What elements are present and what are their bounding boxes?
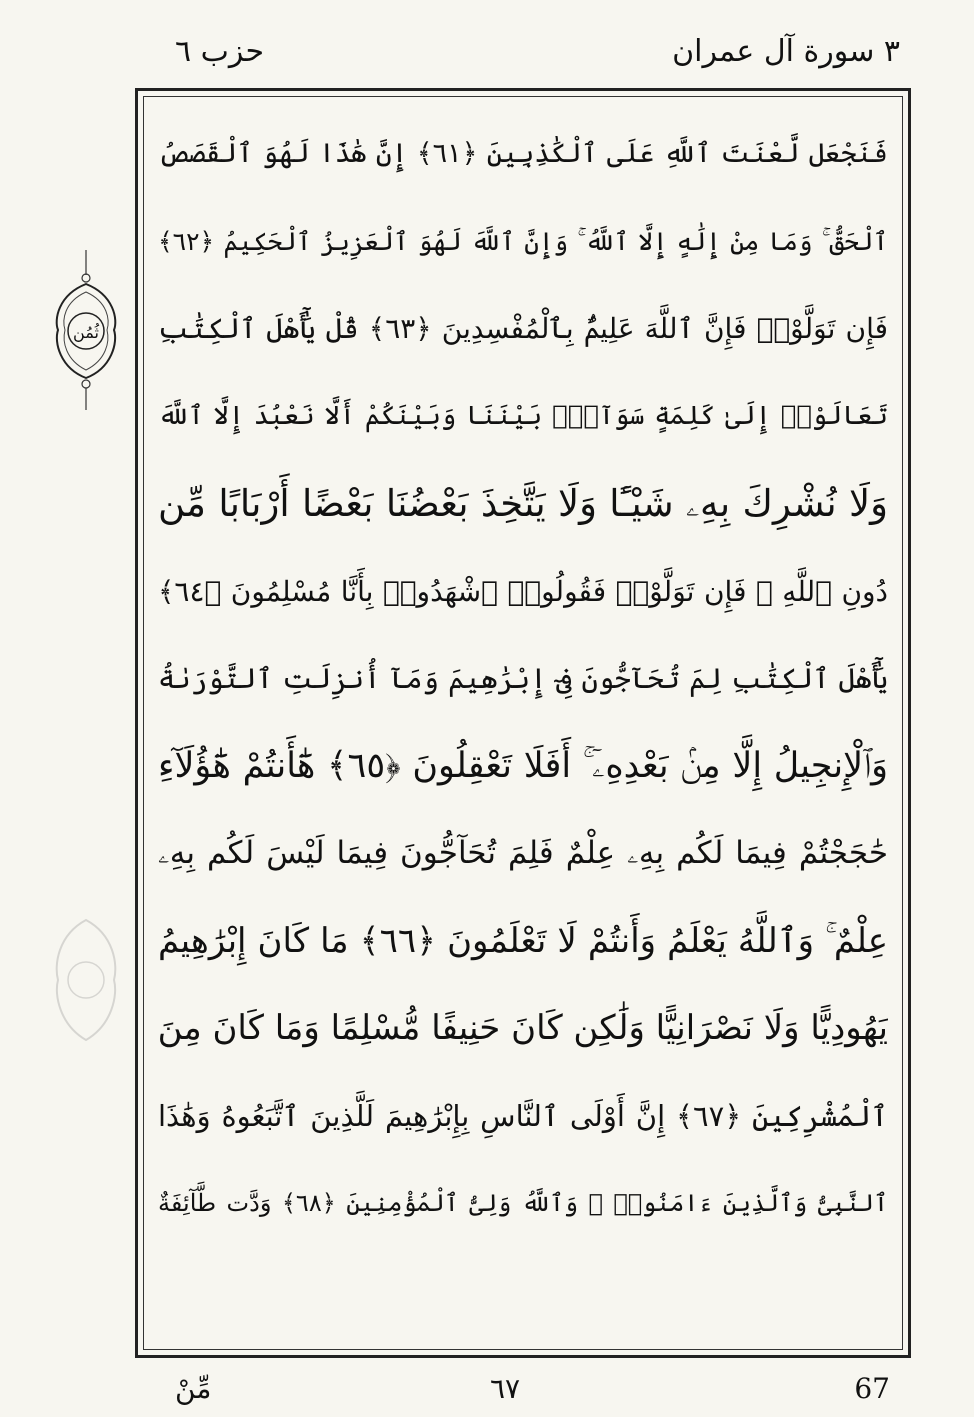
text-line: تَعَالَوْا۟ إِلَىٰ كَلِمَةٍ سَوَآءٍۭ بَيْنَنَا وَبَيْنَكُمْ أَلَّا نَعْبُدَ إِلَّا ٱللَّهَ	[158, 400, 888, 431]
text-line: يَٰٓأَهْلَ ٱلْكِتَٰبِ لِمَ تُحَآجُّونَ فِىٓ إِبْرَٰهِيمَ وَمَآ أُنزِلَتِ ٱلتَّوْرَىٰةُ	[158, 662, 888, 695]
text-line: يَهُودِيًّا وَلَا نَصْرَانِيًّا وَلَٰكِن كَانَ حَنِيفًا مُّسْلِمًا وَمَا كَانَ مِنَ	[158, 1008, 888, 1048]
text-line: فَإِن تَوَلَّوْا۟ فَإِنَّ ٱللَّهَ عَلِيمٌۢ بِٱلْمُفْسِدِينَ ﴿٦٣﴾ قُلْ يَٰٓأَهْلَ ٱلْكِتَٰبِ	[158, 312, 888, 345]
text-line: دُونِ ٱللَّهِ ۚ فَإِن تَوَلَّوْا۟ فَقُولُوا۟ ٱشْهَدُوا۟ بِأَنَّا مُسْلِمُونَ ﴿٦٤﴾	[158, 574, 888, 608]
text-line: ٱلْحَقُّ ۚ وَمَا مِنْ إِلَٰهٍ إِلَّا ٱللَّهُ ۚ وَإِنَّ ٱللَّهَ لَهُوَ ٱلْعَزِيزُ ٱلْحَكِيمُ ﴿٦٢﴾	[158, 226, 888, 256]
surah-title: ٣ سورة آل عمران	[672, 34, 900, 69]
catchword: مِّنْ	[175, 1372, 212, 1405]
svg-text:ثُمُن: ثُمُن	[73, 323, 99, 342]
text-line: فَنَجْعَل لَّعْنَتَ ٱللَّهِ عَلَى ٱلْكَٰذِبِينَ ﴿٦١﴾ إِنَّ هَٰذَا لَهُوَ ٱلْقَصَصُ	[158, 138, 888, 169]
page-footer	[150, 1372, 910, 1412]
text-line: حَٰجَجْتُمْ فِيمَا لَكُم بِهِۦ عِلْمٌ فَلِمَ تُحَآجُّونَ فِيمَا لَيْسَ لَكُم بِهِۦ	[158, 835, 888, 871]
page-number-arabic: ٦٧	[490, 1372, 521, 1405]
page-number: 67	[854, 1372, 890, 1405]
text-line: وَلَا نُشْرِكَ بِهِۦ شَيْـًٔا وَلَا يَتَّخِذَ بَعْضُنَا بَعْضًا أَرْبَابًا مِّن	[158, 482, 888, 525]
thumun-marker-icon	[48, 250, 124, 410]
page-header	[150, 30, 900, 80]
text-line: وَٱلْإِنجِيلُ إِلَّا مِنۢ بَعْدِهِۦٓ ۚ أَفَلَا تَعْقِلُونَ ﴿٦٥﴾ هَٰٓأَنتُمْ هَٰٓؤُلَآءِ	[158, 745, 888, 786]
hizb-label: حزب ٦	[175, 34, 265, 69]
text-line: ٱلْمُشْرِكِينَ ﴿٦٧﴾ إِنَّ أَوْلَى ٱلنَّاسِ بِإِبْرَٰهِيمَ لَلَّذِينَ ٱتَّبَعُوهُ وَهَٰذَا	[158, 1098, 888, 1133]
text-line: ٱلنَّبِىُّ وَٱلَّذِينَ ءَامَنُوا۟ ۗ وَٱللَّهُ وَلِىُّ ٱلْمُؤْمِنِينَ ﴿٦٨﴾ وَدَّت طَّآئِفَةٌ	[158, 1189, 888, 1217]
text-line: عِلْمٌ ۚ وَٱللَّهُ يَعْلَمُ وَأَنتُمْ لَا تَعْلَمُونَ ﴿٦٦﴾ مَا كَانَ إِبْرَٰهِيمُ	[158, 920, 888, 961]
faint-ornament-icon	[48, 900, 124, 1060]
quran-text-block	[158, 110, 888, 1340]
